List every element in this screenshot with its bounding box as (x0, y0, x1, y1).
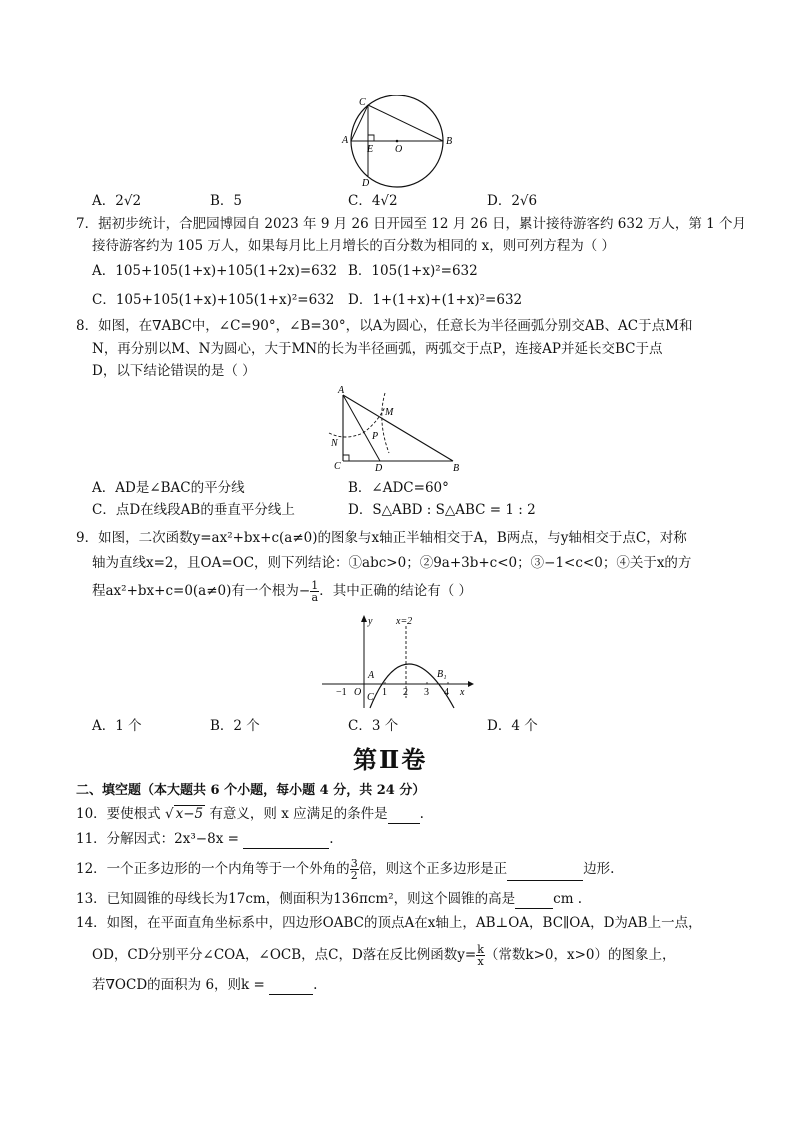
q8-option-a: A．AD是∠BAC的平分线 (92, 480, 245, 496)
q8-right-angle-mark (343, 455, 349, 461)
q9-label-y: y (368, 616, 373, 627)
q6-label-e: E (367, 144, 374, 155)
q6-label-b: B (446, 136, 453, 147)
q10-post: 有意义，则 x 应满足的条件是 (209, 806, 388, 822)
q12-end: 边形. (583, 861, 615, 877)
q8-label-m: M (385, 407, 394, 418)
q13-stem (76, 889, 582, 909)
q9-option-c: C．3 个 (348, 718, 399, 734)
q14-frac-den: x (477, 955, 484, 968)
q8-option-b: B．∠ADC=60° (348, 480, 449, 496)
q7-option-b: B．105(1+x)²=632 (348, 263, 478, 279)
q14-line3-pre: 若∇OCD的面积为 6，则k = (92, 977, 265, 993)
q6-label-c: C (359, 97, 366, 108)
q9-stem-line2: 轴为直线x=2，且OA=OC，则下列结论：①abc>0；②9a+3b+c<0；③−1<c<0；④关于x的方 (92, 555, 692, 571)
q6-circle-figure (335, 95, 460, 190)
q12-frac-den: 2 (350, 869, 358, 882)
q10-answer-blank[interactable] (388, 809, 420, 824)
q8-label-a: A (338, 385, 345, 396)
q6-option-c: C．4√2 (348, 193, 398, 209)
q11-end: . (329, 831, 334, 847)
q8-bisector-ad (343, 395, 380, 461)
section-title: 第Ⅱ卷 (353, 745, 428, 774)
q10-end: . (419, 806, 424, 822)
q14-line3-end: . (313, 977, 318, 993)
q14-fraction (476, 944, 485, 967)
q12-stem (76, 858, 614, 881)
q9-option-d: D．4 个 (487, 718, 538, 734)
q9-parabola-figure (318, 612, 478, 710)
q14-stem-line2 (92, 944, 676, 967)
q14-frac-num: k (477, 943, 484, 956)
q10-radical: √ x−5 (164, 806, 204, 822)
q9-label-x2: x=2 (396, 616, 413, 627)
q14-stem-line3 (92, 975, 317, 995)
q9-label-a: A (368, 670, 375, 681)
q8-label-b: B (453, 463, 460, 471)
q8-option-d: D．S△ABD : S△ABC = 1 : 2 (348, 502, 536, 518)
part2-heading: 二、填空题（本大题共 6 个小题，每小题 4 分，共 24 分） (76, 783, 426, 798)
q9-frac-num: 1 (311, 579, 319, 592)
q11-stem (76, 829, 334, 849)
q9-label-3: 3 (424, 687, 429, 698)
q10-pre: 10．要使根式 (76, 806, 161, 822)
q6-label-o: O (395, 144, 403, 155)
q14-line2-post: （常数k>0，x>0）的图象上， (484, 947, 676, 963)
q6-option-b: B．5 (210, 193, 243, 209)
q12-frac-num: 3 (350, 857, 358, 870)
q11-answer-blank[interactable] (243, 834, 329, 849)
q10-stem (76, 804, 424, 824)
q8-side-ab (343, 395, 453, 461)
q6-label-d: D (362, 178, 370, 189)
q12-answer-blank[interactable] (507, 866, 583, 881)
q7-option-d: D．1+(1+x)+(1+x)²=632 (348, 292, 523, 308)
q6-option-d: D．2√6 (487, 193, 538, 209)
q13-answer-blank[interactable] (515, 894, 553, 909)
q8-triangle-figure (325, 383, 470, 471)
q9-label-neg1: −1 (336, 687, 347, 698)
q12-mid: 倍，则这个正多边形是正 (358, 861, 508, 877)
q9-label-2: 2 (403, 687, 408, 698)
q9-label-c: C (367, 692, 374, 703)
q9-frac-den: a (311, 591, 318, 604)
q9-label-b1: B₁ (437, 669, 447, 680)
q9-stem-line3-pre: 程ax²+bx+c=0(a≠0)有一个根为− (92, 583, 311, 599)
q6-label-a: A (342, 135, 349, 146)
q9-option-b: B．2 个 (210, 718, 260, 734)
q9-label-4: 4 (444, 687, 449, 698)
q7-stem-line2: 接待游客约为 105 万人，如果每月比上月增长的百分数为相同的 x，则可列方程为（ ） (92, 238, 616, 254)
q13-end: cm . (553, 891, 583, 907)
q8-stem-line2: N，再分别以M、N为圆心，大于MN的长为半径画弧，两弧交于点P，连接AP并延长交BC于点 (92, 341, 663, 357)
q10-radicand: x−5 (175, 806, 204, 822)
q6-chord-ac (351, 105, 368, 141)
q7-option-a: A．105+105(1+x)+105(1+2x)=632 (92, 263, 337, 279)
q12-fraction (350, 858, 359, 881)
q6-option-a: A．2√2 (92, 193, 142, 209)
q7-stem-line1: 7．据初步统计，合肥园博园自 2023 年 9 月 26 日开园至 12 月 26 日，累计接待游客约 632 万人，第 1 个月 (76, 216, 747, 232)
q9-fraction (310, 580, 319, 603)
q6-center-point (396, 140, 399, 143)
q12-pre: 12．一个正多边形的一个内角等于一个外角的 (76, 861, 350, 877)
q7-option-c: C．105+105(1+x)+105(1+x)²=632 (92, 292, 335, 308)
q14-stem-line1: 14．如图，在平面直角坐标系中，四边形OABC的顶点A在x轴上，AB⊥OA，BC∥OA，D为AB上一点， (76, 915, 702, 931)
q8-stem-line1: 8．如图，在∇ABC中，∠C=90°，∠B=30°，以A为圆心，任意长为半径画弧分别交AB、AC于点M和 (76, 318, 693, 334)
q9-label-1: 1 (382, 687, 387, 698)
q9-stem-line1: 9．如图，二次函数y=ax²+bx+c(a≠0)的图象与x轴正半轴相交于A，B两点，与y轴相交于点C，对称 (76, 530, 687, 546)
q8-label-c: C (334, 461, 341, 471)
q8-option-c: C．点D在线段AB的垂直平分线上 (92, 502, 295, 518)
q13-pre: 13．已知圆锥的母线长为17cm，侧面积为136πcm²，则这个圆锥的高是 (76, 891, 516, 907)
q14-line2-pre: OD，CD分别平分∠COA，∠OCB，点C，D落在反比例函数y= (92, 947, 477, 963)
q8-stem-line3: D，以下结论错误的是（ ） (92, 363, 256, 379)
q8-label-n: N (331, 438, 338, 449)
q8-arc-p (382, 393, 389, 453)
q9-x-arrow (468, 681, 474, 687)
q8-label-d: D (375, 463, 383, 471)
q9-stem-line3 (92, 580, 472, 603)
q6-right-angle-mark (368, 135, 374, 141)
q8-label-p: P (372, 431, 379, 442)
q9-stem-line3-post: ．其中正确的结论有（ ） (319, 583, 473, 599)
q9-label-x: x (460, 687, 465, 698)
q9-y-arrow (361, 615, 367, 622)
q9-label-o: O (354, 687, 362, 698)
q9-option-a: A．1 个 (92, 718, 142, 734)
q14-answer-blank[interactable] (269, 980, 313, 995)
q11-pre: 11．分解因式：2x³−8x = (76, 831, 239, 847)
